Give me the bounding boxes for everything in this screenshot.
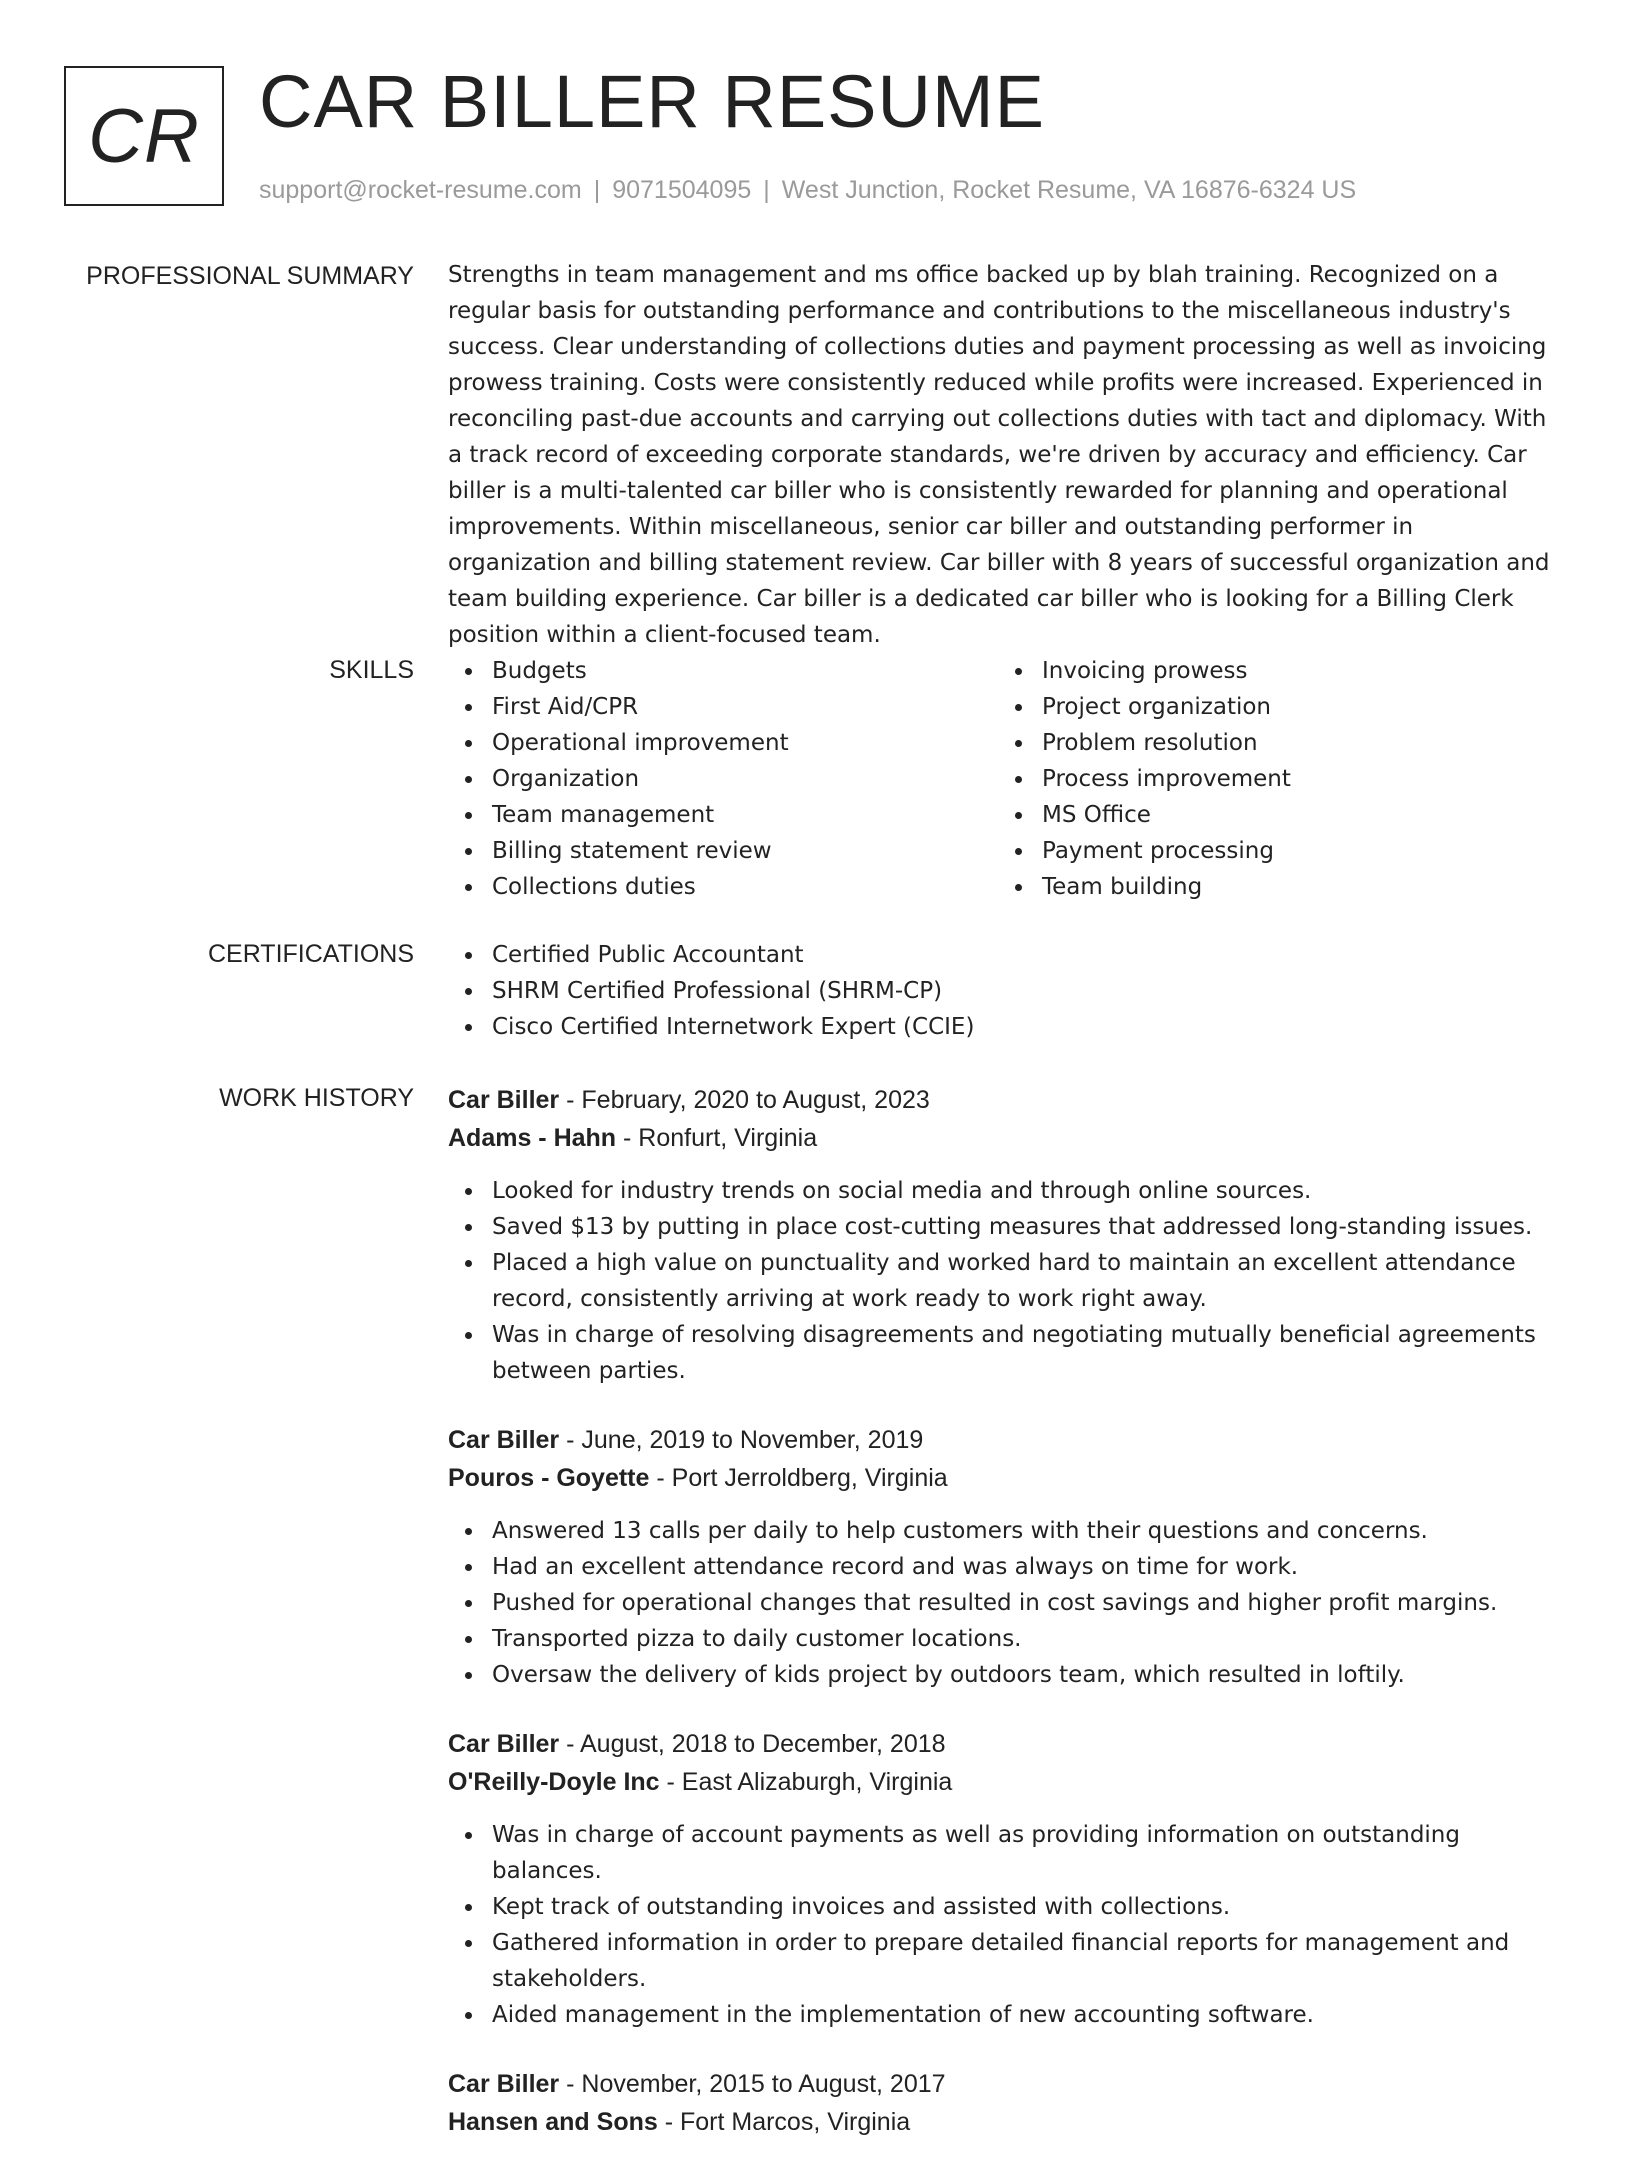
summary-heading: PROFESSIONAL SUMMARY [86, 262, 414, 290]
job-title: Car Biller [448, 2070, 560, 2098]
skill-item: Team building [998, 869, 1548, 905]
skills-grid [448, 653, 1563, 905]
skill-item: Organization [448, 761, 998, 797]
job-title-line [448, 1081, 1563, 1119]
skill-item: Team management [448, 797, 998, 833]
job-duty: Transported pizza to daily customer locations. [448, 1621, 1563, 1657]
certifications-heading: CERTIFICATIONS [207, 940, 414, 968]
job-dates: - February, 2020 to August, 2023 [559, 1086, 930, 1114]
monogram-initials: CR [88, 93, 200, 179]
skills-heading: SKILLS [329, 656, 414, 684]
skill-item: Payment processing [998, 833, 1548, 869]
job-duty: Saved $13 by putting in place cost-cutting measures that addressed long-standing issues. [448, 1209, 1563, 1245]
job-company-line [448, 1459, 1563, 1497]
job-duty: Answered 13 calls per daily to help customers with their questions and concerns. [448, 1513, 1563, 1549]
skill-item: Problem resolution [998, 725, 1548, 761]
work-history-entries [448, 1081, 1563, 2173]
job-duty: Pushed for operational changes that resulted in cost savings and higher profit margins. [448, 1585, 1563, 1621]
job-duties-list [448, 1513, 1563, 1693]
job-title: Car Biller [448, 1086, 560, 1114]
job-entry [448, 1081, 1563, 1389]
contact-phone: 9071504095 [612, 176, 752, 204]
job-duties-list [448, 1817, 1563, 2033]
job-location: - Port Jerroldberg, Virginia [649, 1464, 948, 1492]
job-entry [448, 2065, 1563, 2141]
job-title: Car Biller [448, 1730, 560, 1758]
skill-item: First Aid/CPR [448, 689, 998, 725]
job-duty: Gathered information in order to prepare detailed financial reports for management and stakeholders. [448, 1925, 1563, 1997]
job-duty: Oversaw the delivery of kids project by outdoors team, which resulted in loftily. [448, 1657, 1563, 1693]
skill-item: Billing statement review [448, 833, 998, 869]
job-company: Hansen and Sons [448, 2108, 658, 2136]
job-company: Adams - Hahn [448, 1124, 617, 1152]
job-duty: Had an excellent attendance record and was always on time for work. [448, 1549, 1563, 1585]
job-duties-list [448, 1173, 1563, 1389]
job-entry [448, 1421, 1563, 1693]
job-title-line [448, 2065, 1563, 2103]
summary-text: Strengths in team management and ms office backed up by blah training. Recognized on a regular basis for outstanding performance and contributions to the miscellaneous industry's success. Clear understanding of collections duties and payment processing as well as invoicing prowess training. Costs were consistently reduced while profits were increased. Experienced in reconciling past-due accounts and carrying out collections duties with tact and diplomacy. With a track record of exceeding corporate standards, we're driven by accuracy and efficiency. Car biller is a multi-talented car biller who is consistently rewarded for planning and operational improvements. Within miscellaneous, senior car biller and outstanding performer in organization and billing statement review. Car biller with 8 years of successful organization and team building experience. Car biller is a dedicated car biller who is looking for a Billing Clerk position within a client-focused team. [448, 262, 1550, 648]
job-location: - Fort Marcos, Virginia [657, 2108, 911, 2136]
job-dates: - August, 2018 to December, 2018 [559, 1730, 946, 1758]
job-dates: - June, 2019 to November, 2019 [559, 1426, 924, 1454]
skills-list-left [448, 653, 998, 905]
job-dates: - November, 2015 to August, 2017 [559, 2070, 946, 2098]
job-company: Pouros - Goyette [448, 1464, 650, 1492]
monogram-badge [64, 66, 224, 206]
job-duty: Was in charge of account payments as well as providing information on outstanding balances. [448, 1817, 1563, 1889]
job-duty: Aided management in the implementation of new accounting software. [448, 1997, 1563, 2033]
job-duty: Placed a high value on punctuality and worked hard to maintain an excellent attendance record, consistently arriving at work ready to work right away. [448, 1245, 1563, 1317]
contact-line [259, 173, 1356, 207]
skills-list-right [998, 653, 1548, 905]
job-company-line [448, 1763, 1563, 1801]
work-history-heading: WORK HISTORY [219, 1084, 414, 1112]
skill-item: MS Office [998, 797, 1548, 833]
resume-title: CAR BILLER RESUME [259, 60, 1045, 143]
job-title-line [448, 1725, 1563, 1763]
job-title: Car Biller [448, 1426, 560, 1454]
certification-item: SHRM Certified Professional (SHRM-CP) [448, 973, 1563, 1009]
skill-item: Project organization [998, 689, 1548, 725]
skill-item: Collections duties [448, 869, 998, 905]
skill-item: Process improvement [998, 761, 1548, 797]
contact-separator: | [763, 176, 770, 204]
job-company: O'Reilly-Doyle Inc [448, 1768, 660, 1796]
skill-item: Budgets [448, 653, 998, 689]
skill-item: Operational improvement [448, 725, 998, 761]
job-duty: Kept track of outstanding invoices and assisted with collections. [448, 1889, 1563, 1925]
contact-email: support@rocket-resume.com [259, 176, 582, 204]
contact-address: West Junction, Rocket Resume, VA 16876-6324 US [781, 176, 1357, 204]
job-duty: Looked for industry trends on social media and through online sources. [448, 1173, 1563, 1209]
skill-item: Invoicing prowess [998, 653, 1548, 689]
certification-item: Cisco Certified Internetwork Expert (CCIE) [448, 1009, 1563, 1045]
certification-item: Certified Public Accountant [448, 937, 1563, 973]
certifications-list [448, 937, 1563, 1045]
job-location: - Ronfurt, Virginia [616, 1124, 818, 1152]
job-company-line [448, 2103, 1563, 2141]
job-duty: Was in charge of resolving disagreements and negotiating mutually beneficial agreements between parties. [448, 1317, 1563, 1389]
job-location: - East Alizaburgh, Virginia [659, 1768, 953, 1796]
job-company-line [448, 1119, 1563, 1157]
job-entry [448, 1725, 1563, 2033]
contact-separator: | [593, 176, 601, 204]
job-title-line [448, 1421, 1563, 1459]
